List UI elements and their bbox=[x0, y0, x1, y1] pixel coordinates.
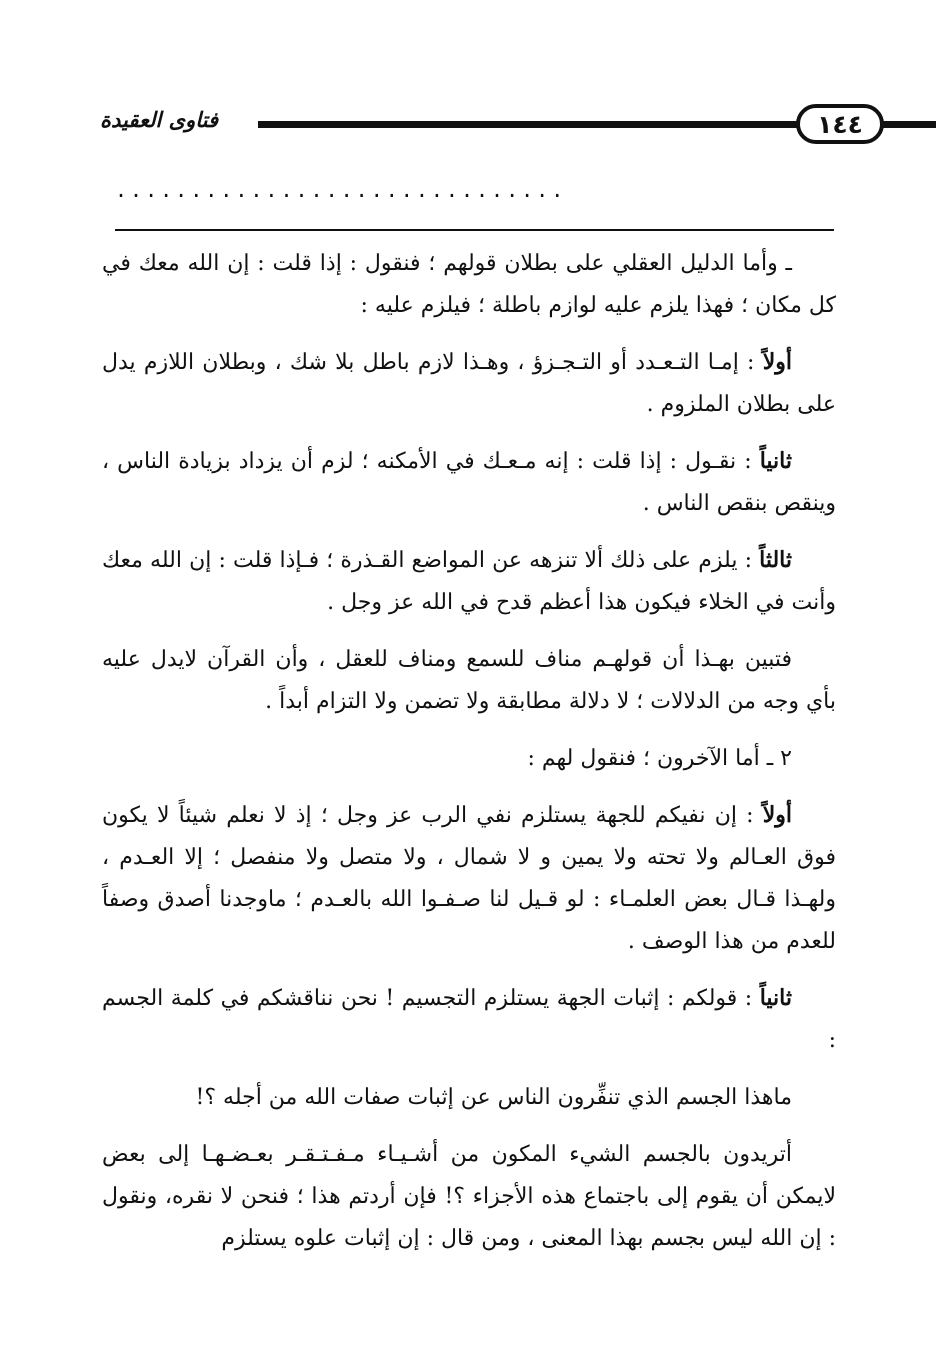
paragraph-text: : إن نفيكم للجهة يستلزم نفي الرب عز وجل ؛ إذ لا نعلم شيئاً لا يكون فوق العـالم ولا تحته ولا يمين و لا شمال ، ولا متصل ولا منفصل ؛ إلا العـدم ، ولهـذا قـال بعض العلمـاء : لو قـيل لنا صـفـوا الله بالعـدم ؛ ماوجدنا أصدق وصفاً للعدم من هذا الوصف . bbox=[102, 803, 836, 954]
paragraph-text: فتبين بهـذا أن قولهـم مناف للسمع ومناف للعقل ، وأن القرآن لايدل عليه بأي وجه من الدلالات ؛ لا دلالة مطابقة ولا تضمن ولا التزام أبداً . bbox=[102, 647, 836, 714]
paragraph bbox=[102, 1133, 836, 1260]
paragraph-lead: ثانياً bbox=[759, 985, 792, 1011]
paragraph bbox=[102, 1076, 836, 1119]
dotted-separator: .............................. bbox=[115, 178, 567, 202]
paragraph bbox=[102, 539, 836, 624]
paragraph-text: أتريدون بالجسم الشيء المكون من أشـيـاء مـفـتـقـر بعـضـهـا إلى بعض لايمكن أن يقوم إلى باجتماع هذه الأجزاء ؟! فإن أردتم هذا ؛ فنحن لا نقره، ونقول : إن الله ليس بجسم بهذا المعنى ، ومن قال : إن إثبات علوه يستلزم bbox=[102, 1142, 836, 1251]
paragraph-text: ـ وأما الدليل العقلي على بطلان قولهم ؛ فنقول : إذا قلت : إن الله معك في كل مكان ؛ فهذا يلزم عليه لوازم باطلة ؛ فيلزم عليه : bbox=[102, 251, 836, 318]
paragraph bbox=[102, 977, 836, 1062]
paragraph-text: : يلزم على ذلك ألا تنزهه عن المواضع القـذرة ؛ فـإذا قلت : إن الله معك وأنت في الخلاء فيكون هذا أعظم قدح في الله عز وجل . bbox=[102, 548, 836, 615]
header-rule-left bbox=[258, 121, 800, 128]
paragraph-lead: أولاً bbox=[762, 349, 792, 375]
paragraph-text: : قولكم : إثبات الجهة يستلزم التجسيم ! نحن نناقشكم في كلمة الجسم : bbox=[102, 986, 836, 1053]
body-text bbox=[102, 242, 836, 1274]
running-title: فتاوى العقيدة bbox=[100, 108, 219, 132]
page-number: ١٤٤ bbox=[817, 109, 863, 139]
paragraph bbox=[102, 242, 836, 327]
paragraph-text: ماهذا الجسم الذي تنفِّرون الناس عن إثبات صفات الله من أجله ؟! bbox=[195, 1085, 792, 1110]
paragraph bbox=[102, 638, 836, 723]
paragraph-lead: ثانياً bbox=[759, 448, 792, 474]
paragraph-text: : نقـول : إذا قلت : إنه مـعـك في الأمكنه ؛ لزم أن يزداد بزيادة الناس ، وينقص بنقص الناس . bbox=[102, 449, 836, 516]
paragraph-text: ٢ ـ أما الآخرون ؛ فنقول لهم : bbox=[527, 746, 792, 771]
page-header bbox=[100, 96, 863, 156]
paragraph bbox=[102, 440, 836, 525]
paragraph-lead: أولاً bbox=[762, 802, 792, 828]
divider-line bbox=[115, 229, 834, 231]
paragraph bbox=[102, 794, 836, 963]
paragraph bbox=[102, 737, 836, 780]
paragraph-lead: ثالثاً bbox=[759, 547, 792, 573]
paragraph-text: : إمـا التـعـدد أو التـجـزؤ ، وهـذا لازم باطل بلا شك ، وبطلان اللازم يدل على بطلان الملزوم . bbox=[102, 350, 836, 417]
paragraph bbox=[102, 341, 836, 426]
page-number-badge bbox=[796, 104, 884, 144]
header-rule-right bbox=[880, 121, 936, 128]
